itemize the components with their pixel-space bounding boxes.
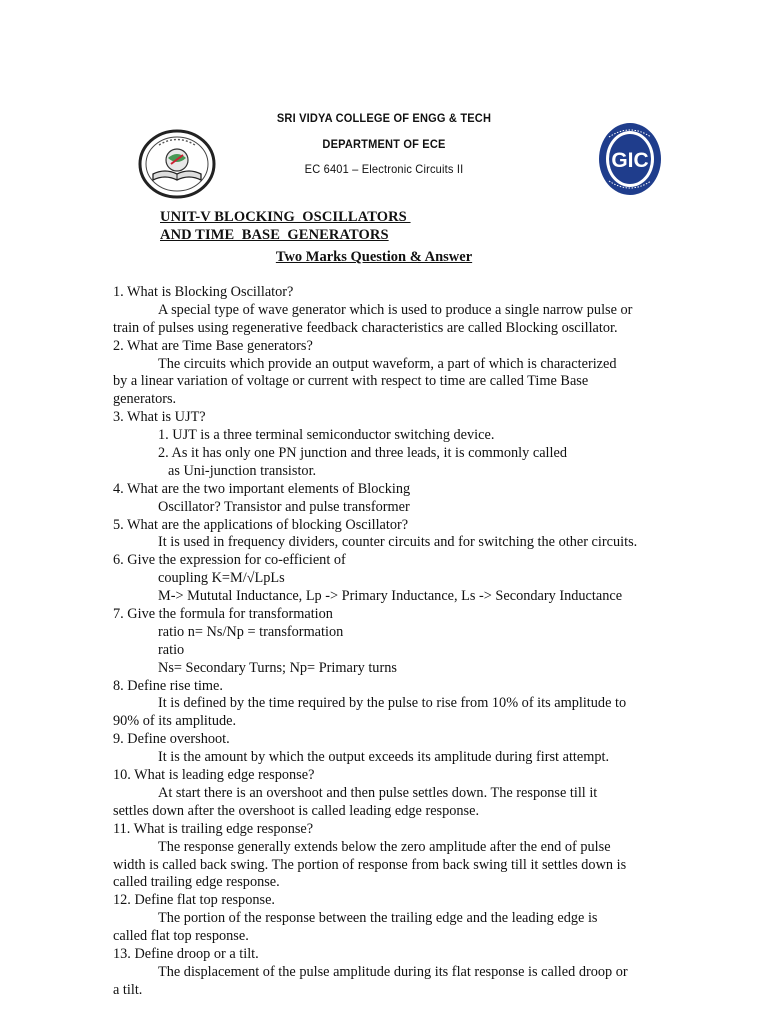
question-line: 9. Define overshoot.: [113, 731, 230, 748]
question-line: 13. Define droop or a tilt.: [113, 945, 259, 962]
answer-line: The response generally extends below the zero amplitude after the end of pulse: [158, 838, 611, 855]
answer-line: a tilt.: [113, 981, 143, 998]
answer-line: A special type of wave generator which is used to produce a single narrow pulse or: [158, 301, 633, 318]
answer-line: by a linear variation of voltage or current with respect to time are called Time Base: [113, 373, 589, 390]
answer-line: settles down after the overshoot is called leading edge response.: [113, 802, 480, 819]
answer-line: coupling K=M/√LpLs: [158, 570, 285, 587]
question-line: 8. Define rise time.: [113, 677, 223, 694]
answer-line: 2. As it has only one PN junction and three leads, it is commonly called: [158, 445, 567, 462]
question-line: 2. What are Time Base generators?: [113, 337, 313, 354]
question-line: 6. Give the expression for co-efficient of: [113, 552, 346, 569]
college-emblem-icon: [137, 128, 217, 200]
answer-line: Oscillator? Transistor and pulse transformer: [158, 498, 410, 515]
svg-text:GIC: GIC: [611, 149, 649, 172]
course-title: EC 6401 – Electronic Circuits II: [304, 162, 464, 176]
college-name: SRI VIDYA COLLEGE OF ENGG & TECH: [276, 111, 492, 125]
answer-line: train of pulses using regenerative feedback characteristics are called Blocking oscillator.: [113, 319, 618, 336]
department-name: DEPARTMENT OF ECE: [322, 137, 446, 151]
answer-line: M-> Mututal Inductance, Lp -> Primary Inductance, Ls -> Secondary Inductance: [158, 588, 623, 605]
answer-line: called trailing edge response.: [113, 874, 280, 891]
answer-line: ratio: [158, 641, 185, 658]
question-line: 4. What are the two important elements of Blocking: [113, 480, 411, 497]
answer-line: 90% of its amplitude.: [113, 713, 237, 730]
answer-line: It is defined by the time required by the pulse to rise from 10% of its amplitude to: [158, 695, 627, 712]
answer-line: The circuits which provide an output waveform, a part of which is characterized: [158, 355, 617, 372]
unit-title-line2: AND TIME BASE GENERATORS: [160, 227, 389, 243]
qa-body: [113, 284, 653, 1000]
answer-line: Ns= Secondary Turns; Np= Primary turns: [158, 659, 397, 676]
question-line: 3. What is UJT?: [113, 409, 206, 426]
answer-line: It is the amount by which the output exceeds its amplitude during first attempt.: [158, 749, 610, 766]
answer-line: width is called back swing. The portion of response from back swing till it settles down is: [113, 856, 627, 873]
question-line: 11. What is trailing edge response?: [113, 820, 314, 837]
answer-line: 1. UJT is a three terminal semiconductor switching device.: [158, 427, 495, 444]
question-line: 10. What is leading edge response?: [113, 767, 315, 784]
unit-title-line1: UNIT-V BLOCKING OSCILLATORS: [160, 209, 411, 225]
answer-line: It is used in frequency dividers, counter circuits and for switching the other circuits.: [158, 534, 638, 551]
answer-line: The portion of the response between the trailing edge and the leading edge is: [158, 910, 598, 927]
question-line: 5. What are the applications of blocking Oscillator?: [113, 516, 409, 533]
answer-line: ratio n= Ns/Np = transformation: [158, 623, 344, 640]
answer-line: The displacement of the pulse amplitude during its flat response is called droop or: [158, 963, 628, 980]
answer-line: as Uni-junction transistor.: [168, 462, 317, 479]
section-subtitle: Two Marks Question & Answer: [275, 249, 473, 265]
answer-line: At start there is an overshoot and then pulse settles down. The response till it: [158, 784, 598, 801]
gic-seal-icon: [597, 121, 663, 197]
answer-line: generators.: [113, 391, 177, 408]
question-line: 1. What is Blocking Oscillator?: [113, 284, 294, 300]
question-line: 7. Give the formula for transformation: [113, 606, 333, 623]
answer-line: called flat top response.: [113, 928, 249, 945]
question-line: 12. Define flat top response.: [113, 892, 275, 909]
